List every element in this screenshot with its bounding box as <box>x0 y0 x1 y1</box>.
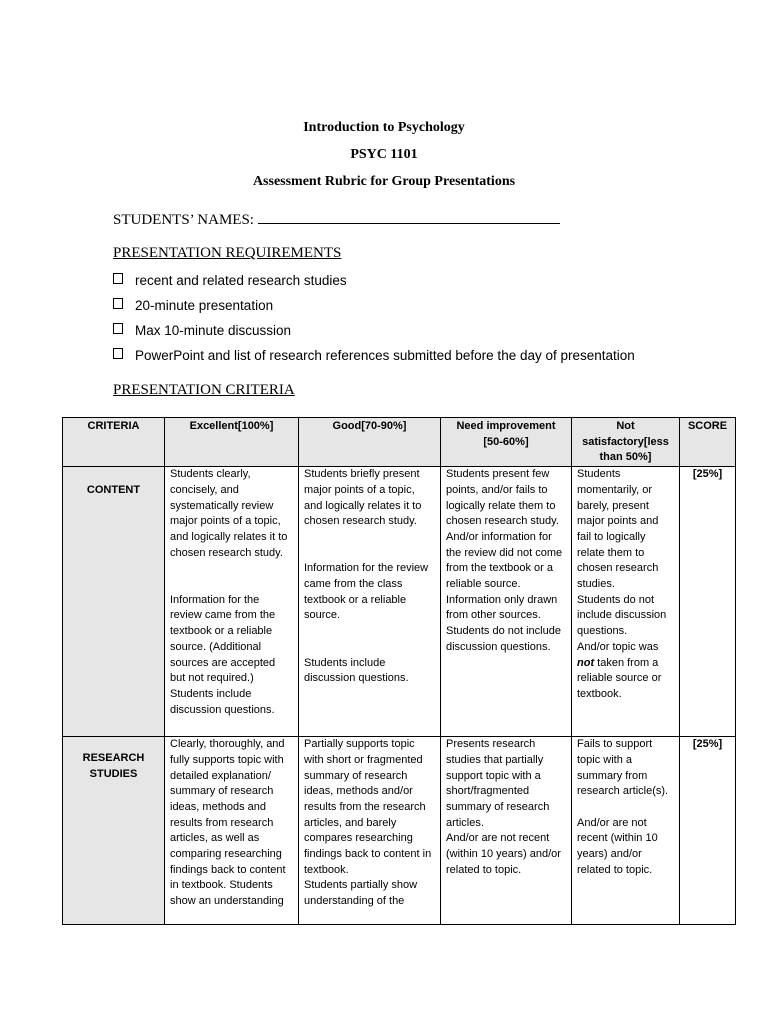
table-row <box>63 467 736 737</box>
requirement-text: Max 10-minute discussion <box>135 323 292 338</box>
requirement-item <box>113 318 635 343</box>
requirement-item <box>113 293 635 318</box>
excellent-cell <box>165 467 299 737</box>
cell-text: Information for the review came from the textbook or a reliable source. (Additional sources are accepted but not required.) Students include discussion questions. <box>170 593 276 716</box>
score-cell: [25%] <box>680 467 736 737</box>
criteria-label: CONTENT <box>86 484 141 497</box>
header-need-improvement: Need improvement [50-60%] <box>441 418 572 467</box>
need-improvement-cell <box>441 737 572 925</box>
cell-text: And/or are not recent (within 10 years) and/or related to topic. <box>577 816 658 876</box>
table-row <box>63 737 736 925</box>
checkbox-icon[interactable] <box>113 273 123 284</box>
requirement-text: PowerPoint and list of research references submitted before the day of presentation <box>135 348 635 363</box>
excellent-cell <box>165 737 299 925</box>
header-excellent: Excellent[100%] <box>165 418 299 467</box>
cell-text: Presents research studies that partially support topic with a short/fragmented summary of research articles. <box>446 738 550 829</box>
course-code: PSYC 1101 <box>350 147 418 162</box>
cell-text: Students partially show understanding of the <box>304 879 418 908</box>
emphasis-text: not <box>577 656 595 669</box>
requirement-text: recent and related research studies <box>135 273 347 288</box>
criteria-label: RESEARCH STUDIES <box>82 752 145 780</box>
cell-text: Students do not include discussion questions. <box>577 593 667 638</box>
cell-text: And/or information for the review did not come from the textbook or a reliable source. Information only drawn from other sources. <box>446 530 563 622</box>
need-improvement-cell <box>441 467 572 737</box>
requirements-heading: PRESENTATION REQUIREMENTS <box>113 245 342 261</box>
header-score: SCORE <box>680 418 736 467</box>
header-not-satisfactory: Not satisfactory[less than 50%] <box>572 418 680 467</box>
cell-text: Students clearly, concisely, and systematically review major points of a topic, and logically relates it to chosen research study. <box>170 468 288 559</box>
checkbox-icon[interactable] <box>113 298 123 309</box>
cell-text: Partially supports topic with short or fragmented summary of research ideas, methods and/or results from the research articles, and barely compares researching findings back to content in textbook. <box>304 738 432 876</box>
cell-text: Students do not include discussion questions. <box>446 625 561 653</box>
cell-text: Fails to support topic with a summary from research article(s). <box>577 738 669 798</box>
rubric-table <box>62 417 736 925</box>
checkbox-icon[interactable] <box>113 323 123 334</box>
requirements-list <box>113 268 635 368</box>
cell-text: Students present few points, and/or fails to logically relate them to chosen research study. <box>446 468 559 528</box>
cell-text: Clearly, thoroughly, and fully supports topic with detailed explanation/ summary of research ideas, methods and results from research articles, as well as comparing researching findings back to content in textbook. Students show an understanding <box>170 738 286 908</box>
cell-text: Students briefly present major points of a topic, and logically relates it to chosen research study. <box>304 468 422 528</box>
score-cell: [25%] <box>680 737 736 925</box>
students-names-label: STUDENTS’ NAMES: <box>113 212 254 228</box>
requirement-item <box>113 268 635 293</box>
good-cell <box>299 737 441 925</box>
header-good: Good[70-90%] <box>299 418 441 467</box>
not-satisfactory-cell <box>572 467 680 737</box>
good-cell <box>299 467 441 737</box>
cell-text: Students include discussion questions. <box>304 656 409 685</box>
header-criteria: CRITERIA <box>63 418 165 467</box>
table-header-row <box>63 418 736 467</box>
students-names-blank[interactable] <box>258 209 560 224</box>
requirement-text: 20-minute presentation <box>135 298 274 313</box>
criteria-cell <box>63 467 165 737</box>
requirement-item <box>113 343 635 368</box>
rubric-subtitle: Assessment Rubric for Group Presentations <box>252 174 516 189</box>
criteria-cell <box>63 737 165 925</box>
cell-text: And/or topic was not taken from a reliable source or textbook. <box>577 640 662 700</box>
not-satisfactory-cell <box>572 737 680 925</box>
criteria-heading: PRESENTATION CRITERIA <box>113 382 295 398</box>
students-names-line <box>113 209 560 229</box>
cell-text: Students momentarily, or barely, present major points and fail to logically relate them to chosen research studies. <box>577 468 659 591</box>
course-title: Introduction to Psychology <box>303 120 465 135</box>
cell-text: And/or are not recent (within 10 years) and/or related to topic. <box>446 832 561 876</box>
checkbox-icon[interactable] <box>113 348 123 359</box>
cell-text: Information for the review came from the class textbook or a reliable source. <box>304 562 429 622</box>
